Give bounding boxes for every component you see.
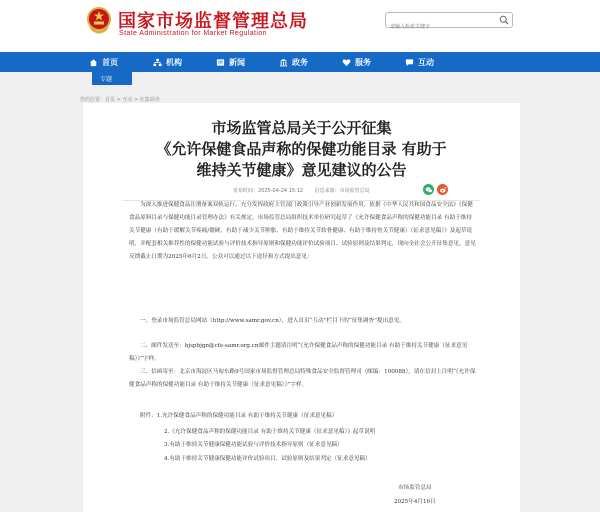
wechat-share-button[interactable] — [423, 184, 434, 195]
article-paragraph: 二、邮件发送至：bjspbjgn@cfe-samr.org.cn邮件主题请注明“《允许保健食品声称的保健功能目录 有助于维持关节健康（征求意见稿）》”字样。 — [129, 343, 468, 362]
nav-item-services[interactable] — [342, 52, 371, 72]
article-paragraph: 一、登录市场监管总局网站（http://www.samr.gov.cn），进入首页“互动”栏目下的“征集调查”提出意见。 — [140, 318, 405, 324]
signature-date: 2025年4月16日 — [394, 499, 436, 505]
main-nav — [0, 52, 600, 72]
site-header — [0, 0, 600, 52]
search-input[interactable] — [386, 20, 496, 34]
attachment-link[interactable]: 附件：1.允许保健食品声称的保健功能目录 有助于维持关节健康（征求意见稿） — [140, 413, 338, 419]
nav-item-interaction[interactable] — [405, 52, 434, 72]
weibo-share-button[interactable] — [437, 184, 448, 195]
article-paragraph: 三、信函寄至：北京市海淀区马甸东路9号国家市场监督管理总局特殊食品安全监督管理司（邮编：100088），请在信封上注明“《允许保健食品声称的保健功能目录 有助于维持关节健康（征求意见稿）》”字样。 — [129, 369, 476, 388]
nav-item-label: 互动 — [418, 57, 434, 67]
nav-item-label: 首页 — [102, 57, 118, 67]
signature-org: 市场监管总局 — [398, 485, 432, 491]
article-title-line: 《允许保健食品声称的保健功能目录 有助于 — [156, 140, 447, 158]
site-title-cn[interactable]: 国家市场监督管理总局 — [118, 11, 308, 32]
chat-icon — [405, 58, 414, 67]
breadcrumb[interactable]: 您的位置：首页 > 互动 > 征集调查 — [80, 97, 160, 103]
nav-item-home[interactable] — [89, 52, 118, 72]
attachment-link[interactable]: 2.《允许保健食品声称的保健功能目录 有助于维持关节健康（征求意见稿）》起草说明 — [164, 429, 376, 435]
article-paragraph: 为深入推进保健食品注册备案双轨运行，充分发挥政府主管部门政策引导产业创新发展作用，依据《中华人民共和国食品安全法》《保健食品原料目录与保健功能目录管理办法》有关规定，市场监管总局组织技术单位研究起草了《允许保健食品声称的保健功能目录 有助于维持关节健康（有助于缓解关节疼痛/僵硬、有助于减少关节肿胀、有助于维持关节软骨健康、有助于维持骨关节健康）（征求意见稿）》及起草说明，并配套相关推荐性的保健功能试验与评价技术指导原则和保健功能评价试验项目、试验原则及结果判定，现向全社会公开征集意见。意见反馈截止日期为2025年6月2日。公众可以通过以下途径和方式提出意见： — [129, 202, 476, 260]
national-emblem-icon[interactable] — [86, 6, 112, 36]
nav-item-label: 政务 — [292, 57, 308, 67]
heart-icon — [342, 58, 351, 67]
article-panel — [83, 103, 520, 512]
nav-item-government-affairs[interactable] — [279, 52, 308, 72]
signature-block — [394, 481, 436, 509]
nav-item-news[interactable] — [216, 52, 245, 72]
building-icon — [279, 58, 288, 67]
weibo-icon — [439, 186, 447, 194]
share-bar — [423, 184, 448, 195]
publish-time: 发布时间：2025-04-24 15:12 — [233, 188, 304, 194]
article-title — [83, 118, 520, 181]
article-title-line: 维持关节健康》意见建议的公告 — [196, 161, 407, 179]
nav-item-institutions[interactable] — [153, 52, 182, 72]
article-title-line: 市场监管总局关于公开征集 — [211, 119, 392, 137]
news-icon — [216, 58, 225, 67]
nav-item-label: 机构 — [166, 57, 182, 67]
nav-item-topics[interactable]: 专题 — [92, 72, 132, 85]
attachment-link[interactable]: 4.有助于维持关节健康保健功能评价试验项目、试验原则及结果判定（征求意见稿） — [164, 456, 371, 462]
site-title-en: State Administration for Market Regulation — [119, 30, 267, 37]
info-source: 信息来源：市场监管总局 — [314, 188, 370, 194]
home-icon — [89, 58, 98, 67]
wechat-icon — [425, 186, 433, 194]
search-box[interactable] — [385, 12, 513, 28]
nav-item-label: 服务 — [355, 57, 371, 67]
article-meta — [233, 187, 380, 194]
attachment-link[interactable]: 3.有助于维持关节健康保健功能试验与评价技术指导原则（征求意见稿） — [164, 442, 343, 448]
nav-item-label: 新闻 — [229, 57, 245, 67]
sitemap-icon — [153, 58, 162, 67]
search-icon[interactable] — [499, 15, 509, 25]
